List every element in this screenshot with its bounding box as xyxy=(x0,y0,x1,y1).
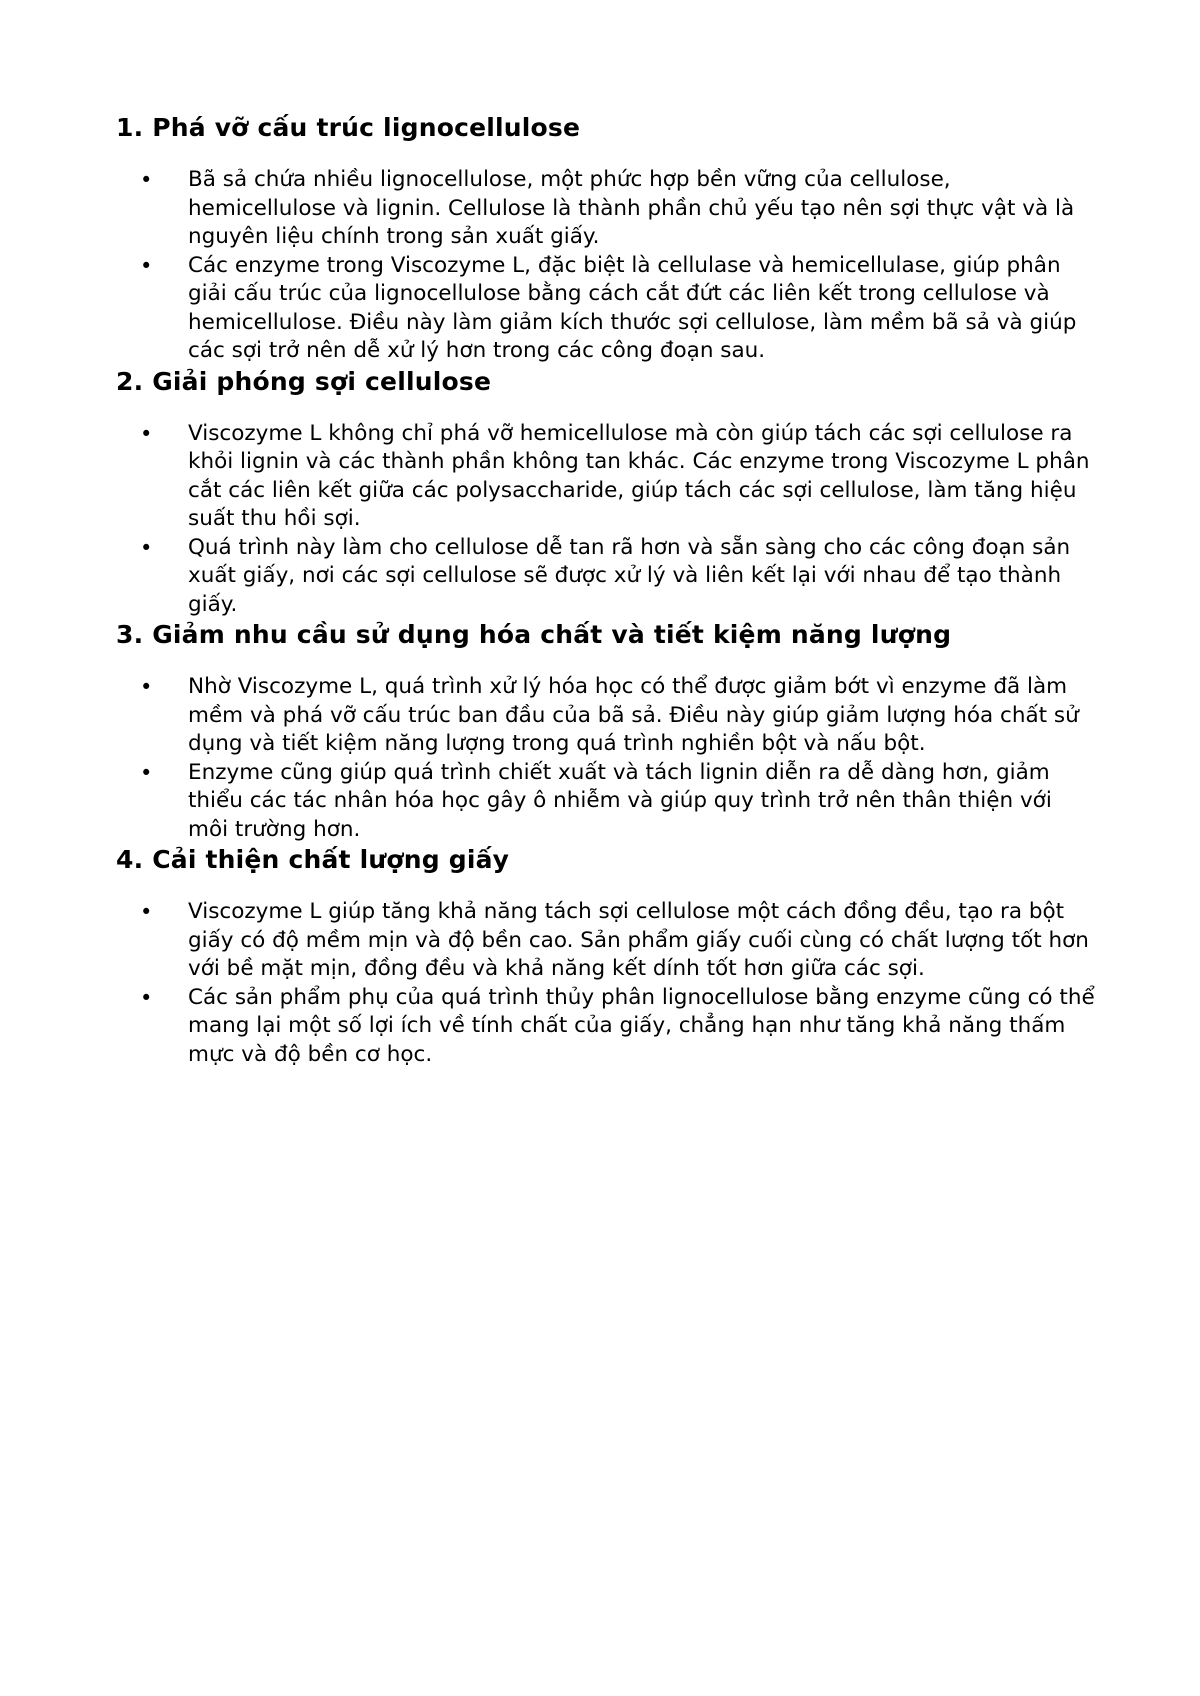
list-item: • Viscozyme L giúp tăng khả năng tách sợi cellulose một cách đồng đều, tạo ra bột giấy có độ mềm mịn và độ bền cao. Sản phẩm giấy cuối cùng có chất lượng tốt hơn với bề mặt mịn, đồng đều và khả năng kết dính tốt hơn giữa các sợi. xyxy=(116,898,1096,984)
section-heading: 3. Giảm nhu cầu sử dụng hóa chất và tiết kiệm năng lượng xyxy=(116,620,952,649)
section-heading: 2. Giải phóng sợi cellulose xyxy=(116,366,492,396)
bullet-list xyxy=(116,420,1096,620)
bullet-list xyxy=(116,166,1096,366)
document-page xyxy=(116,112,1096,1069)
section-3 xyxy=(116,619,1096,844)
bullet-list xyxy=(116,673,1096,844)
section-1 xyxy=(116,112,1096,366)
list-item: • Bã sả chứa nhiều lignocellulose, một phức hợp bền vững của cellulose, hemicellulose và lignin. Cellulose là thành phần chủ yếu tạo nên sợi thực vật và là nguyên liệu chính trong sản xuất giấy. xyxy=(116,166,1096,252)
section-2 xyxy=(116,366,1096,620)
list-item: • Các enzyme trong Viscozyme L, đặc biệt là cellulase và hemicellulase, giúp phân giải cấu trúc của lignocellulose bằng cách cắt đứt các liên kết trong cellulose và hemicellulose. Điều này làm giảm kích thước sợi cellulose, làm mềm bã sả và giúp các sợi trở nên dễ xử lý hơn trong các công đoạn sau. xyxy=(116,252,1096,366)
list-item: • Enzyme cũng giúp quá trình chiết xuất và tách lignin diễn ra dễ dàng hơn, giảm thiểu các tác nhân hóa học gây ô nhiễm và giúp quy trình trở nên thân thiện với môi trường hơn. xyxy=(116,759,1096,845)
list-item: • Các sản phẩm phụ của quá trình thủy phân lignocellulose bằng enzyme cũng có thể mang lại một số lợi ích về tính chất của giấy, chẳng hạn như tăng khả năng thấm mực và độ bền cơ học. xyxy=(116,984,1096,1070)
bullet-list xyxy=(116,898,1096,1069)
section-4 xyxy=(116,844,1096,1069)
list-item: • Viscozyme L không chỉ phá vỡ hemicellulose mà còn giúp tách các sợi cellulose ra khỏi lignin và các thành phần không tan khác. Các enzyme trong Viscozyme L phân cắt các liên kết giữa các polysaccharide, giúp tách các sợi cellulose, làm tăng hiệu suất thu hồi sợi. xyxy=(116,420,1096,534)
section-heading: 1. Phá vỡ cấu trúc lignocellulose xyxy=(116,113,581,142)
list-item: • Quá trình này làm cho cellulose dễ tan rã hơn và sẵn sàng cho các công đoạn sản xuất giấy, nơi các sợi cellulose sẽ được xử lý và liên kết lại với nhau để tạo thành giấy. xyxy=(116,534,1096,620)
section-heading: 4. Cải thiện chất lượng giấy xyxy=(116,845,510,874)
list-item: • Nhờ Viscozyme L, quá trình xử lý hóa học có thể được giảm bớt vì enzyme đã làm mềm và phá vỡ cấu trúc ban đầu của bã sả. Điều này giúp giảm lượng hóa chất sử dụng và tiết kiệm năng lượng trong quá trình nghiền bột và nấu bột. xyxy=(116,673,1096,759)
